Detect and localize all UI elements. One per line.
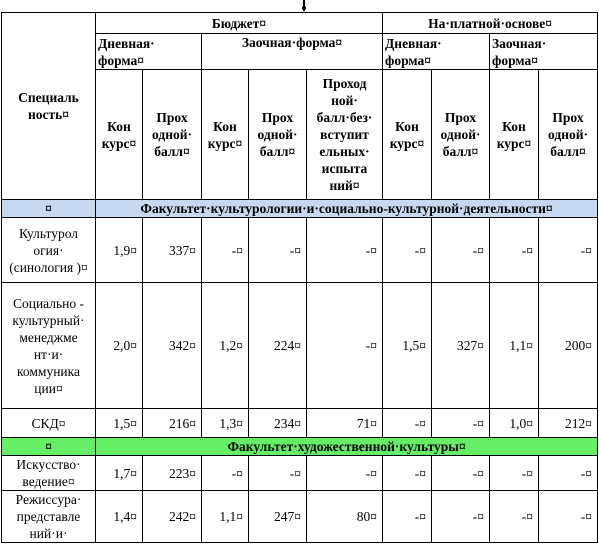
- anchor-marker-icon: [302, 0, 307, 11]
- section-marker: ¤: [2, 200, 96, 218]
- header-passing-score: Прох одной· балл¤: [432, 70, 490, 200]
- value-cell: 80¤: [307, 491, 383, 543]
- table-row: [2, 456, 598, 491]
- value-cell: 1,1¤: [202, 491, 249, 543]
- header-budget: Бюджет¤: [96, 13, 383, 34]
- value-cell: -¤: [383, 491, 432, 543]
- value-cell: 71¤: [307, 409, 383, 438]
- header-competition: Кон курс¤: [202, 70, 249, 200]
- value-cell: -¤: [383, 456, 432, 491]
- value-cell: 2,0¤: [96, 283, 143, 409]
- specialty-name: Искусство· ведение¤: [2, 456, 96, 491]
- value-cell: -¤: [307, 218, 383, 283]
- value-cell: 1,4¤: [96, 491, 143, 543]
- value-cell: 1,1¤: [490, 283, 539, 409]
- value-cell: -¤: [383, 218, 432, 283]
- header-paid: На·платной·основе¤: [383, 13, 598, 34]
- header-passing-no-exam: Проход ной· балл·без· вступит ельных· испыта ний¤: [307, 70, 383, 200]
- value-cell: -¤: [432, 218, 490, 283]
- value-cell: -¤: [539, 218, 598, 283]
- value-cell: 216¤: [143, 409, 202, 438]
- value-cell: 1,5¤: [383, 283, 432, 409]
- value-cell: -¤: [383, 409, 432, 438]
- table-row: [2, 409, 598, 438]
- value-cell: 212¤: [539, 409, 598, 438]
- value-cell: 242¤: [143, 491, 202, 543]
- table-body: [2, 13, 598, 543]
- value-cell: -¤: [202, 456, 249, 491]
- header-part-time: Заочная·форма¤: [202, 34, 383, 70]
- table-row: [2, 283, 598, 409]
- specialty-name: Культурол огия· (синология )¤: [2, 218, 96, 283]
- header-passing-score: Прох одной· балл¤: [539, 70, 598, 200]
- value-cell: 223¤: [143, 456, 202, 491]
- value-cell: 1,2¤: [202, 283, 249, 409]
- value-cell: -¤: [249, 218, 307, 283]
- value-cell: 337¤: [143, 218, 202, 283]
- header-passing-score: Прох одной· балл¤: [249, 70, 307, 200]
- header-competition: Кон курс¤: [490, 70, 539, 200]
- value-cell: 224¤: [249, 283, 307, 409]
- value-cell: -¤: [539, 456, 598, 491]
- header-specialty: Специаль ность¤: [2, 13, 96, 200]
- section-row: [2, 200, 598, 218]
- value-cell: -¤: [490, 491, 539, 543]
- table-row: [2, 218, 598, 283]
- section-title: Факультет·художественной·культуры¤: [96, 438, 598, 456]
- specialty-name: СКД¤: [2, 409, 96, 438]
- value-cell: -¤: [432, 409, 490, 438]
- value-cell: 1,9¤: [96, 218, 143, 283]
- value-cell: 200¤: [539, 283, 598, 409]
- section-marker: ¤: [2, 438, 96, 456]
- header-row-top: [2, 13, 598, 34]
- value-cell: 327¤: [432, 283, 490, 409]
- value-cell: -¤: [432, 491, 490, 543]
- table-row: [2, 491, 598, 543]
- value-cell: -¤: [307, 283, 383, 409]
- value-cell: 342¤: [143, 283, 202, 409]
- value-cell: -¤: [490, 456, 539, 491]
- value-cell: 247¤: [249, 491, 307, 543]
- header-paid-full-time: Дневная· форма¤: [383, 34, 490, 70]
- value-cell: -¤: [307, 456, 383, 491]
- value-cell: 1,0¤: [490, 409, 539, 438]
- header-competition: Кон курс¤: [383, 70, 432, 200]
- section-title: Факультет·культурологии·и·социально-культурной·деятельности¤: [96, 200, 598, 218]
- header-competition: Кон курс¤: [96, 70, 143, 200]
- specialty-name: Режиссура· представле ний·и·: [2, 491, 96, 543]
- header-passing-score: Прох одной· балл¤: [143, 70, 202, 200]
- value-cell: 234¤: [249, 409, 307, 438]
- value-cell: 1,7¤: [96, 456, 143, 491]
- value-cell: 1,5¤: [96, 409, 143, 438]
- admission-table: [1, 12, 598, 543]
- specialty-name: Социально - культурный· менеджме нт·и· коммуника ции¤: [2, 283, 96, 409]
- header-paid-part-time: Заочная· форма¤: [490, 34, 598, 70]
- value-cell: -¤: [249, 456, 307, 491]
- value-cell: 1,3¤: [202, 409, 249, 438]
- value-cell: -¤: [539, 491, 598, 543]
- header-full-time: Дневная· форма¤: [96, 34, 202, 70]
- value-cell: -¤: [202, 218, 249, 283]
- value-cell: -¤: [432, 456, 490, 491]
- section-row: [2, 438, 598, 456]
- value-cell: -¤: [490, 218, 539, 283]
